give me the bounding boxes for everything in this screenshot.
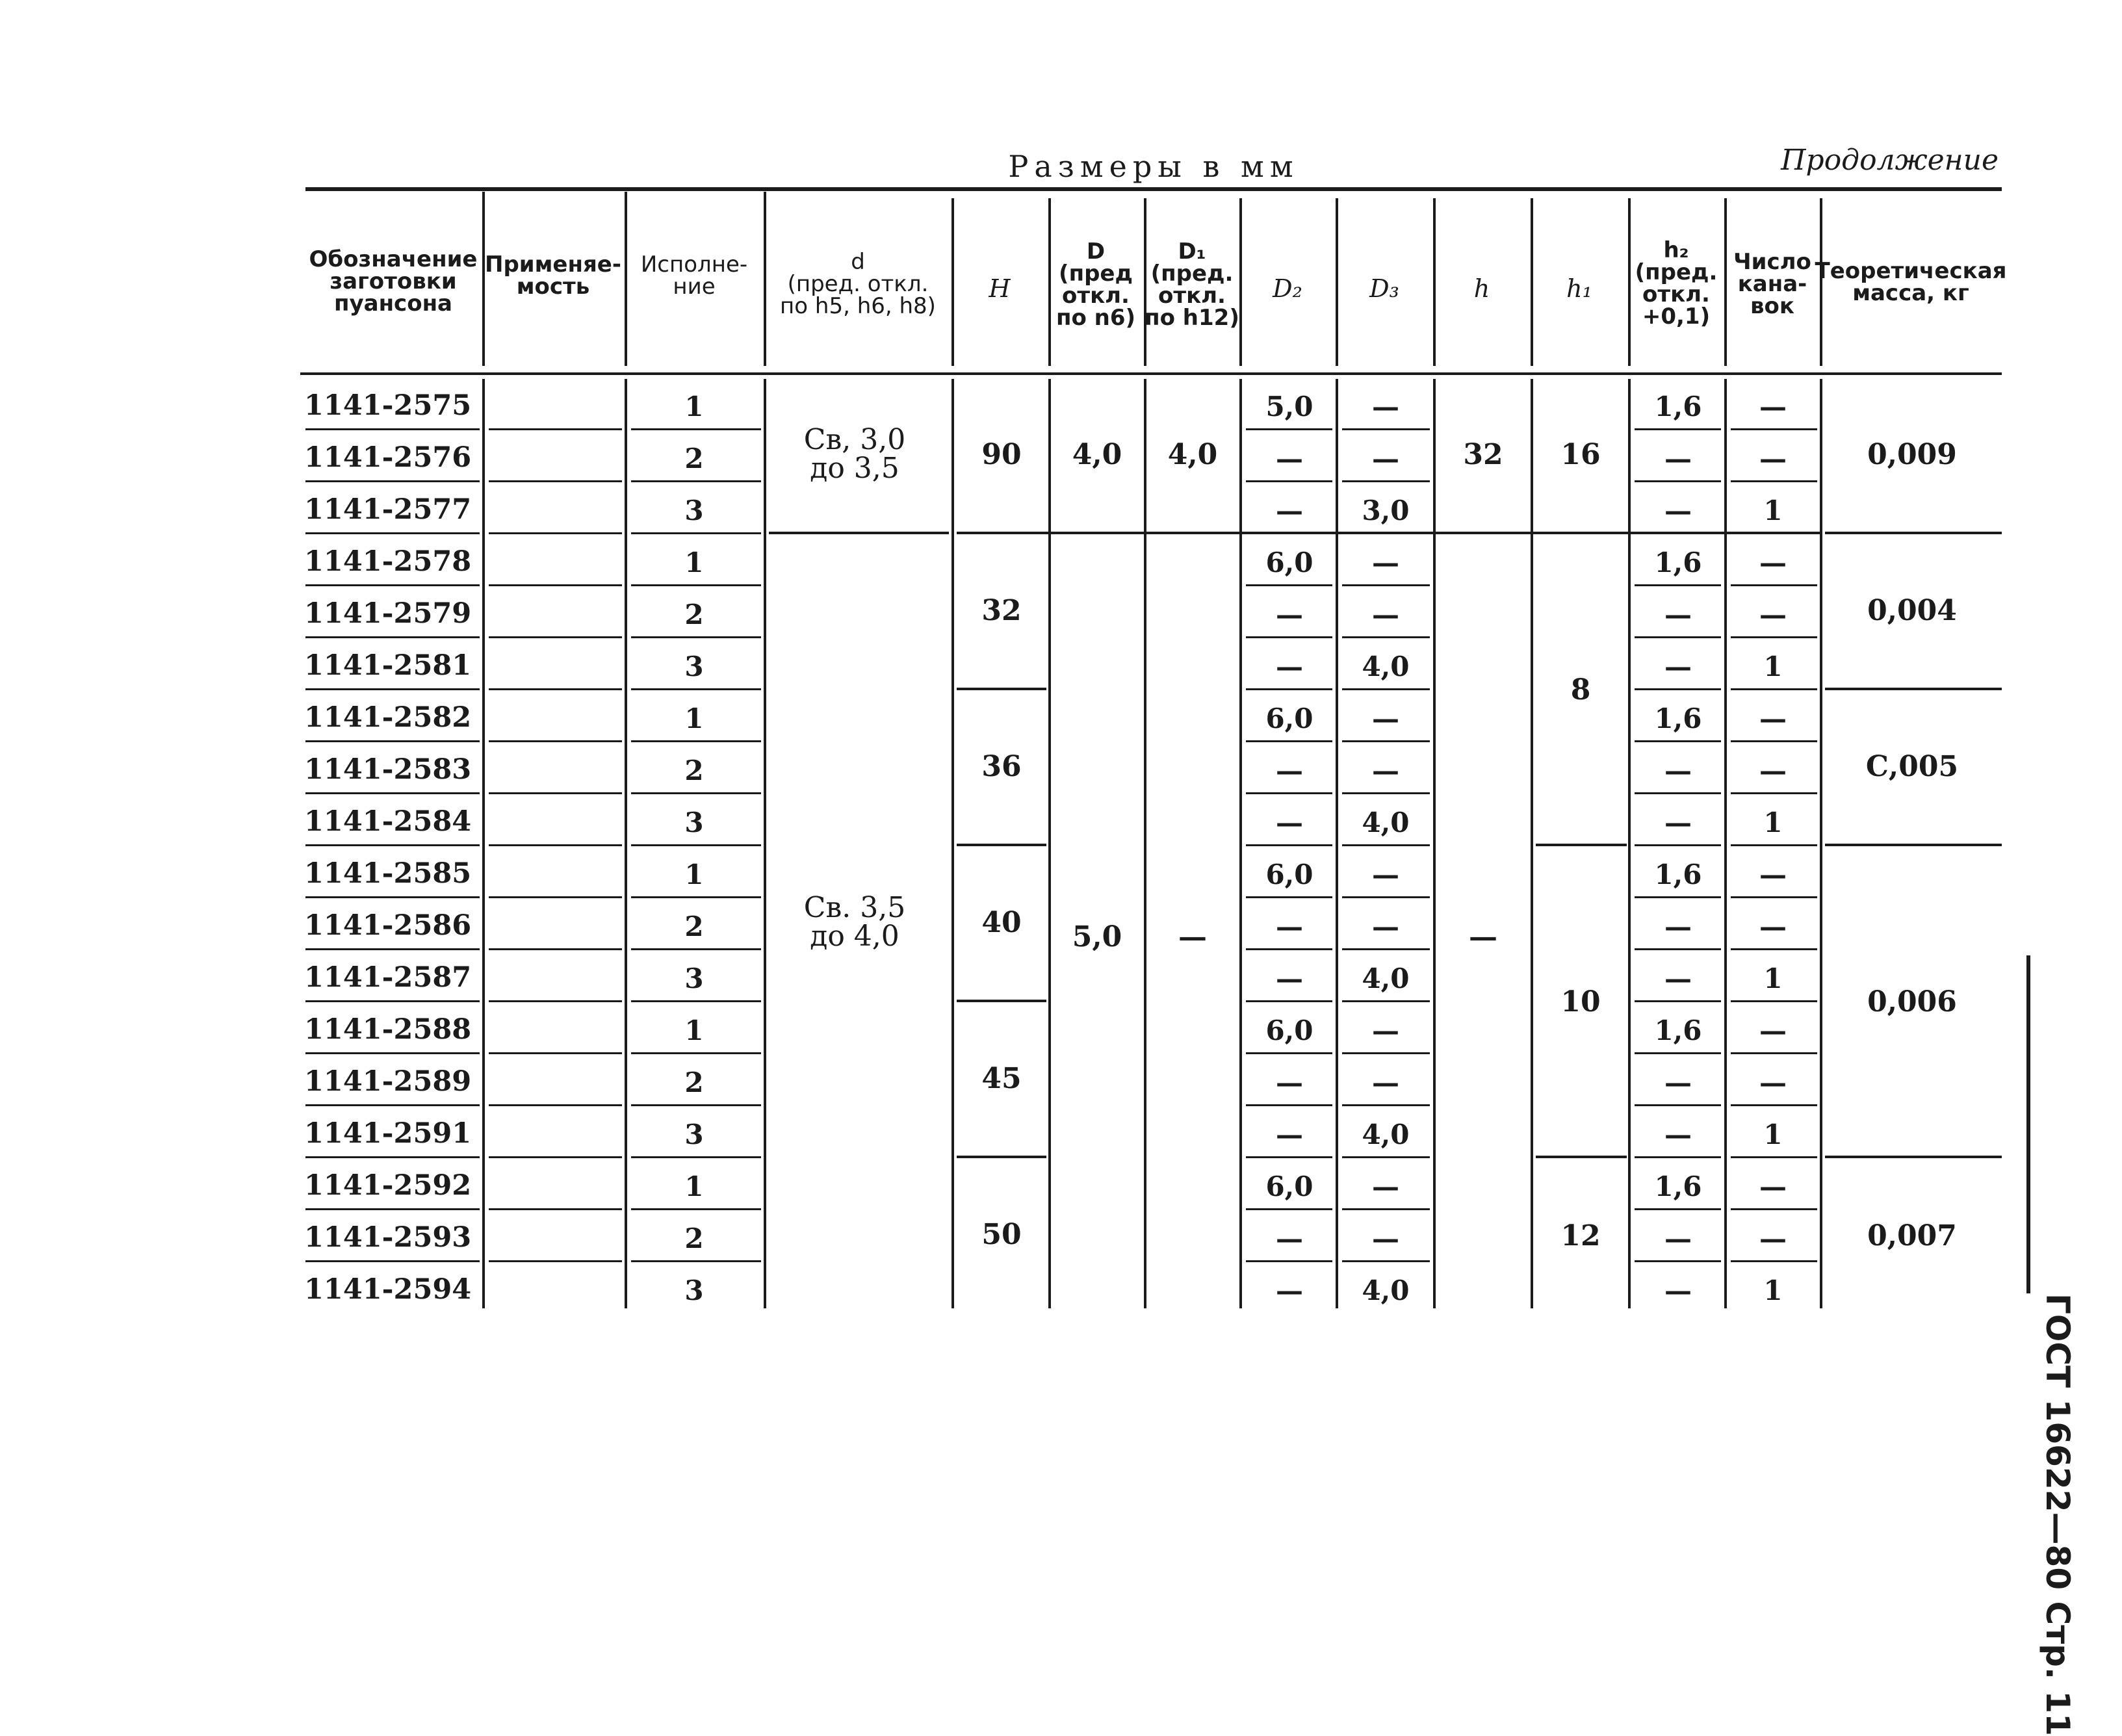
h1-value: 16 [1560, 438, 1601, 471]
row-separator [305, 584, 480, 586]
row-separator [1731, 948, 1817, 950]
d-range-1: Св, 3,0 до 3,5 [803, 423, 906, 485]
version-cell: 3 [684, 1275, 704, 1306]
grooves-cell: 1 [1763, 1119, 1783, 1150]
row-separator [631, 428, 761, 430]
H-value: 45 [981, 1062, 1022, 1095]
row-separator [305, 1052, 480, 1054]
grooves-cell: 1 [1763, 495, 1783, 526]
row-separator [631, 636, 761, 638]
h2-cell: 1,6 [1654, 859, 1702, 890]
H-value: 50 [981, 1218, 1022, 1251]
version-cell: 2 [684, 443, 704, 474]
grooves-cell: — [1759, 547, 1787, 578]
h2-cell: — [1664, 651, 1692, 682]
h2-cell: 1,6 [1654, 547, 1702, 578]
row-separator [1342, 896, 1430, 898]
version-cell: 3 [684, 963, 704, 994]
row-separator [631, 948, 761, 950]
grooves-cell: 1 [1763, 807, 1783, 838]
D3-cell: 4,0 [1362, 807, 1410, 838]
D2-cell: 6,0 [1265, 547, 1313, 578]
header-D3: D₃ [1369, 274, 1399, 303]
grooves-cell: 1 [1763, 651, 1783, 682]
grooves-cell: — [1759, 391, 1787, 422]
row-separator [489, 636, 622, 638]
row-separator [489, 688, 622, 690]
D3-cell: 4,0 [1362, 963, 1410, 994]
row-separator [489, 532, 622, 534]
row-separator [1342, 636, 1430, 638]
row-separator [305, 1000, 480, 1002]
grooves-cell: — [1759, 443, 1787, 474]
header-D1: D₁ (пред. откл. по h12) [1145, 239, 1239, 331]
header-H: H [989, 274, 1011, 303]
row-separator [631, 480, 761, 482]
row-separator [1342, 740, 1430, 742]
row-separator [1731, 1260, 1817, 1262]
D3-cell: — [1372, 391, 1399, 422]
row-separator [1246, 480, 1332, 482]
version-cell: 2 [684, 1067, 704, 1098]
row-separator [489, 1156, 622, 1158]
row-separator [1731, 1052, 1817, 1054]
D3-cell: — [1372, 1171, 1399, 1202]
h2-cell: — [1664, 495, 1692, 526]
row-separator [1246, 1156, 1332, 1158]
row-separator [1635, 428, 1721, 430]
version-cell: 1 [684, 703, 704, 734]
grooves-cell: — [1759, 1223, 1787, 1254]
version-cell: 1 [684, 859, 704, 890]
D3-cell: — [1372, 443, 1399, 474]
row-separator [1246, 1104, 1332, 1106]
D2-cell: — [1276, 599, 1303, 630]
row-separator [305, 1156, 480, 1158]
row-separator [1342, 1260, 1430, 1262]
header-designation: Обозначение заготовки пуансона [309, 246, 478, 317]
row-separator [489, 428, 622, 430]
version-cell: 3 [684, 651, 704, 682]
h2-cell: 1,6 [1654, 1171, 1702, 1202]
row-separator [1731, 636, 1817, 638]
row-separator [631, 844, 761, 846]
header-applicability: Применяе- мость [485, 252, 621, 300]
row-separator [1342, 584, 1430, 586]
row-separator [489, 844, 622, 846]
row-separator [1246, 740, 1332, 742]
D-value: 4,0 [1072, 438, 1122, 471]
header-h2: h₂ (пред. откл. +0,1) [1635, 237, 1718, 330]
version-cell: 2 [684, 911, 704, 942]
continuation-label: Продолжение [1781, 144, 1999, 177]
row-separator [1635, 1260, 1721, 1262]
row-separator [1731, 896, 1817, 898]
h2-cell: — [1664, 1275, 1692, 1306]
blank-code-cell: 1141-2588 [304, 1013, 472, 1046]
D2-cell: — [1276, 963, 1303, 994]
row-separator [305, 480, 480, 482]
D3-cell: — [1372, 547, 1399, 578]
blank-code-cell: 1141-2593 [304, 1221, 472, 1254]
D3-cell: — [1372, 703, 1399, 734]
grooves-cell: — [1759, 1015, 1787, 1046]
row-separator [305, 792, 480, 794]
row-separator [1246, 896, 1332, 898]
row-separator [489, 1104, 622, 1106]
version-cell: 1 [684, 391, 704, 422]
row-separator [1342, 1052, 1430, 1054]
row-separator [1731, 792, 1817, 794]
row-separator [1635, 480, 1721, 482]
blank-code-cell: 1141-2594 [304, 1273, 472, 1306]
side-rule [2026, 955, 2030, 1293]
version-cell: 3 [684, 807, 704, 838]
row-separator [631, 1260, 761, 1262]
H-value: 32 [981, 594, 1022, 627]
row-separator [489, 1052, 622, 1054]
row-separator [1635, 1104, 1721, 1106]
header-D: D (пред откл. по n6) [1055, 239, 1136, 331]
row-separator [1246, 1052, 1332, 1054]
blank-code-cell: 1141-2581 [304, 649, 472, 682]
row-separator [631, 740, 761, 742]
row-separator [1731, 584, 1817, 586]
D3-cell: — [1372, 755, 1399, 786]
row-separator [1731, 688, 1817, 690]
row-separator [1342, 792, 1430, 794]
D3-cell: 4,0 [1362, 1275, 1410, 1306]
row-separator [305, 688, 480, 690]
row-separator [1731, 1208, 1817, 1210]
row-separator [631, 1052, 761, 1054]
row-separator [489, 896, 622, 898]
D3-cell: — [1372, 911, 1399, 942]
row-separator [1635, 1000, 1721, 1002]
D3-cell: — [1372, 1067, 1399, 1098]
version-cell: 1 [684, 1015, 704, 1046]
grooves-cell: — [1759, 703, 1787, 734]
blank-code-cell: 1141-2575 [304, 389, 472, 422]
row-separator [1731, 1156, 1817, 1158]
mass-value: 0,004 [1867, 594, 1957, 627]
blank-code-cell: 1141-2586 [304, 909, 472, 942]
H-value: 36 [981, 750, 1022, 783]
D2-cell: — [1276, 443, 1303, 474]
row-separator [1246, 1000, 1332, 1002]
row-separator [1635, 1052, 1721, 1054]
blank-code-cell: 1141-2585 [304, 857, 472, 890]
header-D2: D₂ [1273, 274, 1302, 303]
h1-value: 12 [1560, 1219, 1601, 1252]
header-version: Исполне- ние [640, 252, 748, 300]
blank-code-cell: 1141-2587 [304, 961, 472, 994]
D3-cell: — [1372, 1015, 1399, 1046]
grooves-cell: — [1759, 1067, 1787, 1098]
D2-cell: 6,0 [1265, 859, 1313, 890]
D1-value: 4,0 [1167, 438, 1218, 471]
row-separator [1342, 1156, 1430, 1158]
standard-page-label: ГОСТ 16622—80 Стр. 11 [2039, 1293, 2077, 1736]
row-separator [631, 1104, 761, 1106]
blank-code-cell: 1141-2576 [304, 441, 472, 474]
D2-cell: — [1276, 1119, 1303, 1150]
version-cell: 3 [684, 495, 704, 526]
h2-cell: — [1664, 1067, 1692, 1098]
row-separator [1731, 1000, 1817, 1002]
blank-code-cell: 1141-2591 [304, 1117, 472, 1150]
D2-cell: 5,0 [1265, 391, 1313, 422]
blank-code-cell: 1141-2589 [304, 1065, 472, 1098]
row-separator [305, 740, 480, 742]
row-separator [1246, 636, 1332, 638]
D1-value: — [1178, 920, 1207, 953]
h2-cell: 1,6 [1654, 1015, 1702, 1046]
version-cell: 2 [684, 755, 704, 786]
row-separator [1342, 428, 1430, 430]
row-separator [1635, 636, 1721, 638]
row-separator [305, 844, 480, 846]
row-separator [1246, 1260, 1332, 1262]
row-separator [1342, 480, 1430, 482]
blank-code-cell: 1141-2577 [304, 493, 472, 526]
D2-cell: 6,0 [1265, 1171, 1313, 1202]
row-separator [305, 948, 480, 950]
row-separator [489, 584, 622, 586]
h2-cell: — [1664, 911, 1692, 942]
version-cell: 3 [684, 1119, 704, 1150]
blank-code-cell: 1141-2578 [304, 545, 472, 578]
mass-value: С,005 [1865, 750, 1959, 783]
h2-cell: — [1664, 443, 1692, 474]
row-separator [489, 792, 622, 794]
D2-cell: — [1276, 1275, 1303, 1306]
grooves-cell: 1 [1763, 963, 1783, 994]
row-separator [1731, 740, 1817, 742]
row-separator [305, 1208, 480, 1210]
d-range-2: Св. 3,5 до 4,0 [803, 891, 906, 953]
D3-cell: 3,0 [1362, 495, 1410, 526]
row-separator [631, 1208, 761, 1210]
row-separator [489, 1208, 622, 1210]
row-separator [489, 740, 622, 742]
D3-cell: — [1372, 859, 1399, 890]
blank-code-cell: 1141-2579 [304, 597, 472, 630]
row-separator [1635, 740, 1721, 742]
version-cell: 1 [684, 1171, 704, 1202]
h2-cell: 1,6 [1654, 391, 1702, 422]
h2-cell: — [1664, 1223, 1692, 1254]
h2-cell: — [1664, 963, 1692, 994]
row-separator [1342, 1104, 1430, 1106]
row-separator [305, 532, 480, 534]
row-separator [631, 584, 761, 586]
row-separator [631, 1156, 761, 1158]
header-d: d (пред. откл. по h5, h6, h8) [780, 249, 936, 319]
grooves-cell: — [1759, 859, 1787, 890]
row-separator [1246, 428, 1332, 430]
grooves-cell: — [1759, 1171, 1787, 1202]
row-separator [1635, 948, 1721, 950]
grooves-cell: 1 [1763, 1275, 1783, 1306]
row-separator [1246, 844, 1332, 846]
dimensions-title: Размеры в мм [1008, 149, 1299, 184]
h1-value: 8 [1570, 673, 1591, 706]
version-cell: 1 [684, 547, 704, 578]
grooves-cell: — [1759, 911, 1787, 942]
blank-code-cell: 1141-2584 [304, 805, 472, 838]
row-separator [1635, 584, 1721, 586]
D2-cell: — [1276, 495, 1303, 526]
row-separator [1246, 688, 1332, 690]
D-value: 5,0 [1072, 920, 1122, 953]
mass-value: 0,007 [1867, 1219, 1957, 1252]
D2-cell: — [1276, 911, 1303, 942]
row-separator [631, 532, 761, 534]
h2-cell: 1,6 [1654, 703, 1702, 734]
row-separator [1635, 896, 1721, 898]
blank-code-cell: 1141-2583 [304, 753, 472, 786]
grooves-cell: — [1759, 755, 1787, 786]
blank-code-cell: 1141-2582 [304, 701, 472, 734]
row-separator [305, 428, 480, 430]
D3-cell: — [1372, 1223, 1399, 1254]
D2-cell: — [1276, 807, 1303, 838]
header-mass: Теоретическая масса, кг [1815, 258, 2007, 306]
header-h1: h₁ [1566, 274, 1592, 303]
H-value: 40 [981, 906, 1022, 939]
row-separator [1246, 584, 1332, 586]
h2-cell: — [1664, 599, 1692, 630]
mass-value: 0,006 [1867, 985, 1957, 1018]
row-separator [1342, 1208, 1430, 1210]
D2-cell: — [1276, 651, 1303, 682]
row-separator [305, 1104, 480, 1106]
row-separator [305, 1260, 480, 1262]
row-separator [1731, 428, 1817, 430]
version-cell: 2 [684, 1223, 704, 1254]
row-separator [1731, 480, 1817, 482]
row-separator [305, 896, 480, 898]
row-separator [1635, 792, 1721, 794]
D3-cell: 4,0 [1362, 651, 1410, 682]
row-separator [1731, 844, 1817, 846]
h2-cell: — [1664, 755, 1692, 786]
D2-cell: — [1276, 1223, 1303, 1254]
row-separator [1342, 948, 1430, 950]
D3-cell: — [1372, 599, 1399, 630]
h2-cell: — [1664, 807, 1692, 838]
header-h: h [1473, 274, 1490, 303]
blank-code-cell: 1141-2592 [304, 1169, 472, 1202]
row-separator [489, 1000, 622, 1002]
row-separator [305, 636, 480, 638]
row-separator [1635, 1208, 1721, 1210]
row-separator [489, 948, 622, 950]
h-value: — [1469, 920, 1497, 953]
row-separator [489, 1260, 622, 1262]
D2-cell: 6,0 [1265, 703, 1313, 734]
h2-cell: — [1664, 1119, 1692, 1150]
D3-cell: 4,0 [1362, 1119, 1410, 1150]
grooves-cell: — [1759, 599, 1787, 630]
D2-cell: — [1276, 755, 1303, 786]
row-separator [1635, 1156, 1721, 1158]
h1-value: 10 [1560, 985, 1601, 1018]
header-grooves: Число кана- вок [1733, 249, 1811, 319]
row-separator [1635, 688, 1721, 690]
row-separator [1246, 792, 1332, 794]
row-separator [631, 688, 761, 690]
mass-value: 0,009 [1867, 438, 1957, 471]
row-separator [1246, 1208, 1332, 1210]
row-separator [1635, 844, 1721, 846]
row-separator [489, 480, 622, 482]
D2-cell: — [1276, 1067, 1303, 1098]
row-separator [1246, 948, 1332, 950]
row-separator [1342, 844, 1430, 846]
row-separator [1342, 1000, 1430, 1002]
row-separator [1342, 688, 1430, 690]
row-separator [631, 792, 761, 794]
row-separator [631, 1000, 761, 1002]
row-separator [1731, 1104, 1817, 1106]
h-value: 32 [1463, 438, 1503, 471]
H-value: 90 [981, 438, 1022, 471]
version-cell: 2 [684, 599, 704, 630]
D2-cell: 6,0 [1265, 1015, 1313, 1046]
row-separator [631, 896, 761, 898]
